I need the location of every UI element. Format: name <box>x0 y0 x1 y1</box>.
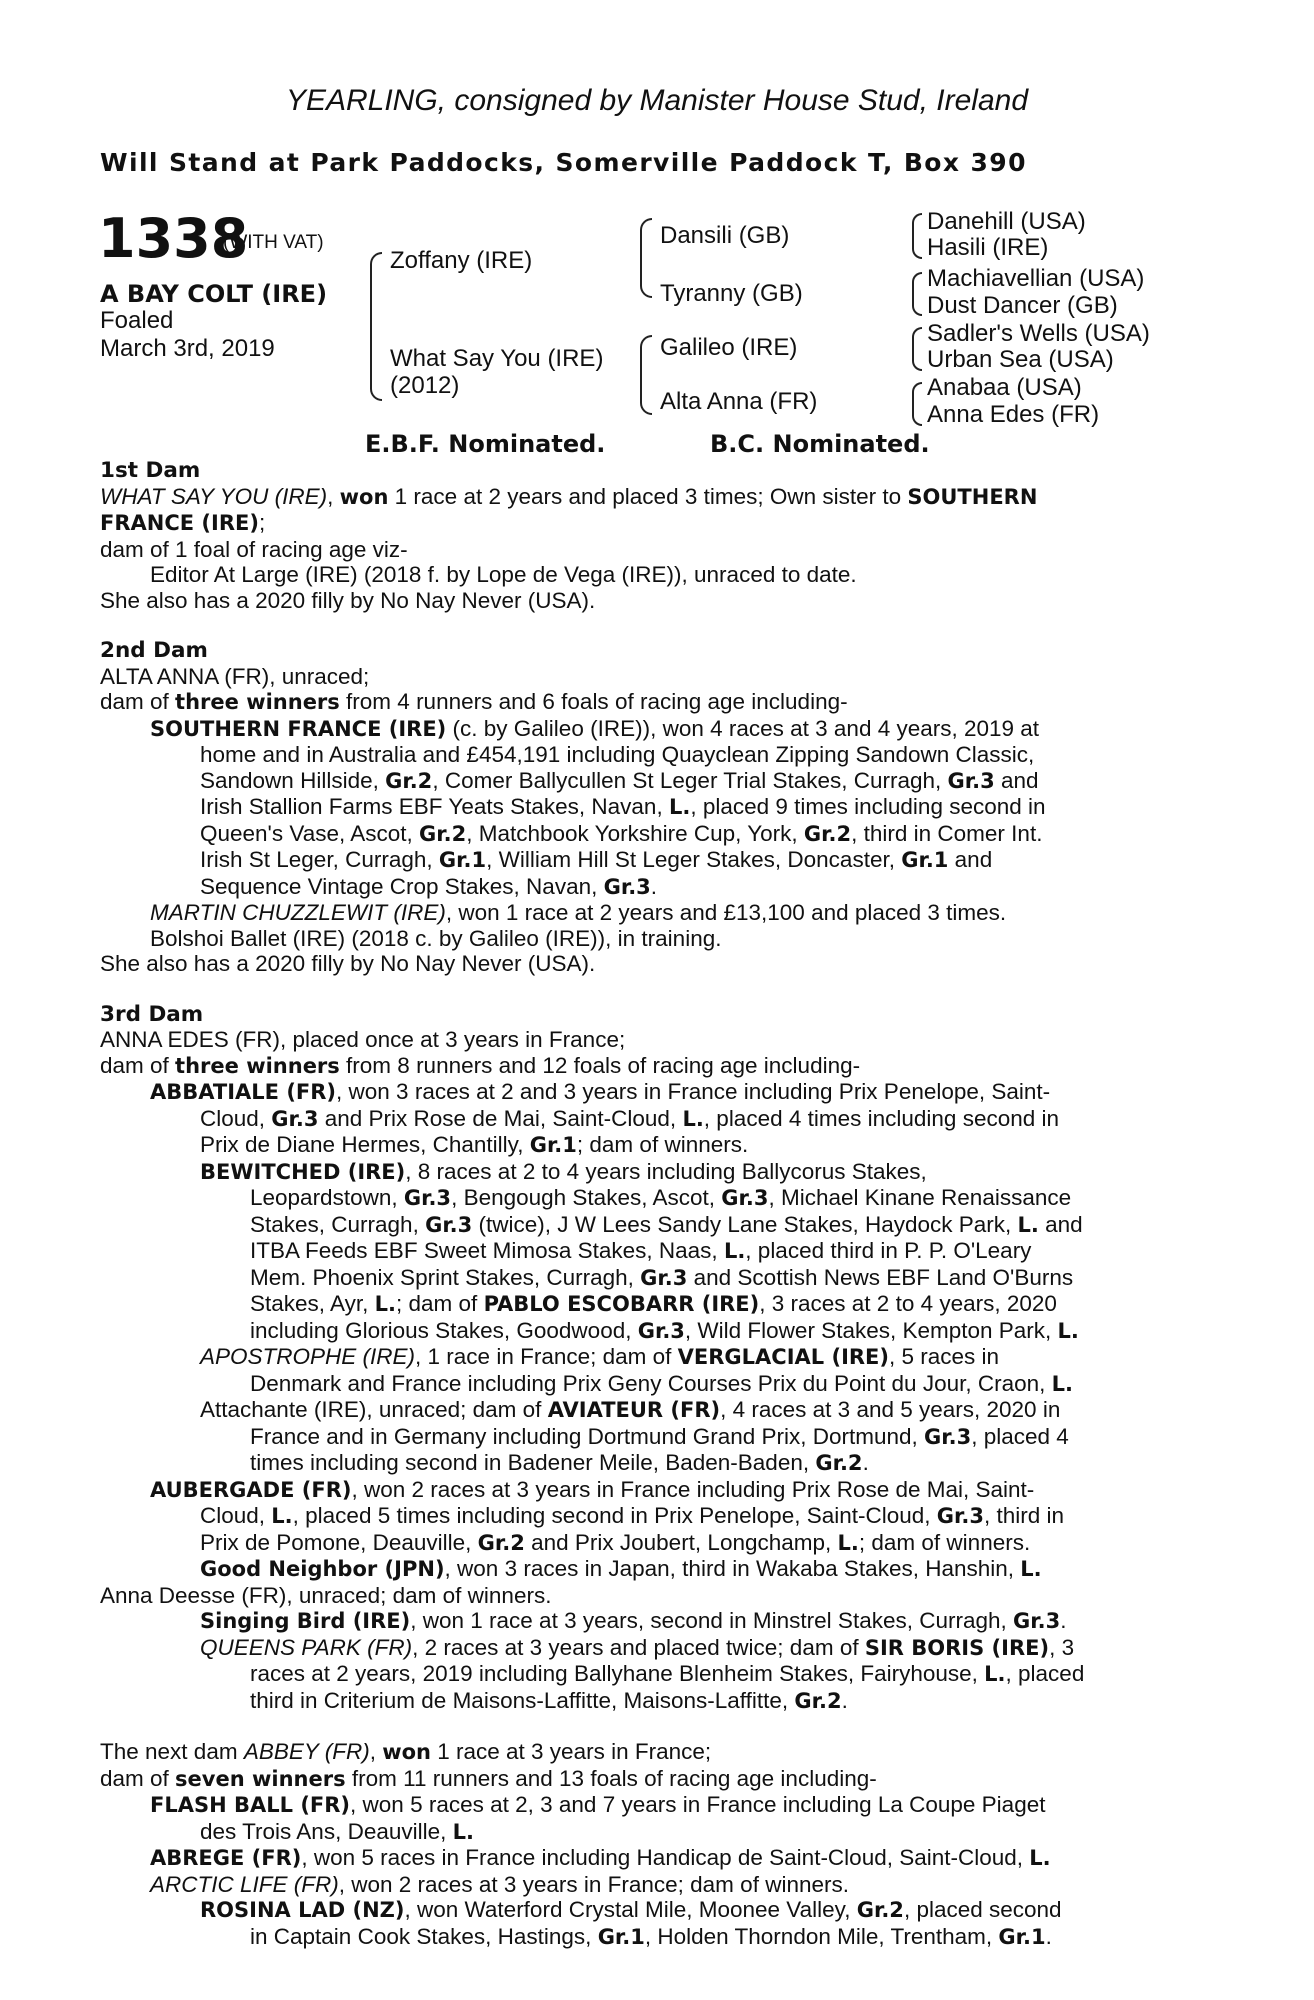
lot-description: A BAY COLT (IRE) <box>100 280 328 308</box>
text: dam of <box>100 1052 176 1078</box>
queens-park-name: QUEENS PARK (FR) <box>200 1634 413 1660</box>
text: home and in Australia and £454,191 including Quayclean Zipping Sandown Classic, <box>200 742 1035 767</box>
verglacial-name: VERGLACIAL (IRE) <box>677 1345 889 1369</box>
grade: Gr.1 <box>529 1133 577 1157</box>
bolshoi-ballet: Bolshoi Ballet (IRE) (2018 c. by Galileo (IRE)), in training. <box>150 925 722 951</box>
grade: Gr.3 <box>947 768 995 793</box>
grade: Gr.1 <box>998 1924 1046 1949</box>
sister-name-2: FRANCE (IRE) <box>100 511 259 535</box>
grade: Gr.1 <box>438 848 487 872</box>
grade: Gr.2 <box>385 768 433 793</box>
text: third in Criterium de Maisons-Laffitte, Maisons-Laffitte, <box>250 1687 795 1713</box>
pedigree-g3: Machiavellian (USA) <box>927 265 1145 292</box>
pablo-escobarr-name: PABLO ESCOBARR (IRE) <box>483 1292 760 1316</box>
grade: Gr.2 <box>419 821 467 846</box>
won-label: won <box>339 484 389 509</box>
anna-deesse: Anna Deesse (FR), unraced; dam of winners. <box>100 1582 552 1608</box>
sire-parents-bracket <box>640 218 652 298</box>
winners-count: three winners <box>175 1053 340 1078</box>
text: Mem. Phoenix Sprint Stakes, Curragh, <box>250 1264 641 1290</box>
text: Stakes, Ayr, <box>250 1291 375 1316</box>
g2-bracket <box>912 272 922 316</box>
pedigree-dam-year: (2012) <box>390 372 460 399</box>
text: , William Hill St Leger Stakes, Doncaster, <box>486 847 902 872</box>
text: , Wild Flower Stakes, Kempton Park, <box>684 1317 1058 1343</box>
grade: Gr.3 <box>425 1212 473 1237</box>
text: , placed 9 times including second in <box>690 794 1046 819</box>
pedigree-dam: What Say You (IRE) <box>390 345 604 372</box>
grade: L. <box>374 1292 397 1316</box>
text: , third in <box>983 1503 1065 1528</box>
text: and Prix Rose de Mai, Saint-Cloud, <box>318 1105 683 1131</box>
bewitched-name: BEWITCHED (IRE) <box>200 1159 406 1184</box>
singing-bird-name: Singing Bird (IRE) <box>200 1609 411 1633</box>
text: , won Waterford Crystal Mile, Moonee Valley, <box>404 1897 857 1922</box>
second-dam-heading: 2nd Dam <box>100 638 208 663</box>
text: . <box>841 1687 848 1713</box>
text: , 2 races at 3 years and placed twice; dam of <box>412 1634 865 1660</box>
text: . <box>862 1450 869 1475</box>
martin-chuzzlewit-name: MARTIN CHUZZLEWIT (IRE) <box>150 900 446 925</box>
text: Denmark and France including Prix Geny Courses Prix du Point du Jour, Craon, <box>250 1370 1052 1396</box>
sire-dam-bracket <box>370 252 382 401</box>
first-dam-foal-1: Editor At Large (IRE) (2018 f. by Lope de Vega (IRE)), unraced to date. <box>150 562 857 587</box>
text: , 4 races at 3 and 5 years, 2020 in <box>720 1397 1061 1422</box>
text: , won 3 races in Japan, third in Wakaba Stakes, Hanshin, <box>444 1556 1021 1581</box>
text: , won 5 races at 2, 3 and 7 years in France including La Coupe Piaget <box>350 1792 1046 1817</box>
sir-boris-name: SIR BORIS (IRE) <box>864 1635 1050 1660</box>
apostrophe-name: APOSTROPHE (IRE) <box>200 1344 416 1369</box>
text: , Matchbook Yorkshire Cup, York, <box>466 820 804 846</box>
grade: Gr.3 <box>924 1424 972 1449</box>
text: , won 3 races at 2 and 3 years in France including Prix Penelope, Saint- <box>336 1079 1051 1104</box>
text: , won 2 races at 3 years in France; dam of winners. <box>338 1871 849 1897</box>
text: dam of <box>100 1765 176 1791</box>
text: including Glorious Stakes, Goodwood, <box>250 1317 638 1343</box>
foaled-label: Foaled <box>100 307 174 334</box>
text: . <box>1045 1923 1052 1949</box>
text: ; dam of winners. <box>858 1529 1031 1555</box>
text: dam of <box>100 689 176 714</box>
text: ITBA Feeds EBF Sweet Mimosa Stakes, Naas, <box>250 1238 724 1263</box>
text: , placed 5 times including second in Prix Penelope, Saint-Cloud, <box>292 1503 937 1528</box>
good-neighbor-name: Good Neighbor (JPN) <box>200 1557 445 1581</box>
grade: Gr.3 <box>271 1106 319 1131</box>
grade: L. <box>723 1239 746 1263</box>
arctic-life-name: ARCTIC LIFE (FR) <box>150 1871 339 1897</box>
text: (twice), J W Lees Sandy Lane Stakes, Haydock Park, <box>472 1211 1018 1237</box>
text: and Prix Joubert, Longchamp, <box>524 1529 838 1555</box>
grade: Gr.3 <box>936 1504 984 1528</box>
text: (c. by Galileo (IRE)), won 4 races at 3 and 4 years, 2019 at <box>446 715 1040 741</box>
pedigree-sire-sire: Dansili (GB) <box>660 222 790 249</box>
text: and <box>1038 1211 1083 1237</box>
text: , 8 races at 2 to 4 years including Ballycorus Stakes, <box>405 1158 927 1184</box>
grade: Gr.3 <box>603 874 651 899</box>
text: , 3 races at 2 to 4 years, 2020 <box>759 1291 1057 1316</box>
text: Prix de Pomone, Deauville, <box>200 1529 478 1555</box>
third-dam-heading: 3rd Dam <box>100 1001 204 1027</box>
grade: Gr.2 <box>815 1451 863 1475</box>
first-dam-also: She also has a 2020 filly by No Nay Never (USA). <box>100 587 596 613</box>
grade: L. <box>1020 1557 1042 1581</box>
text: , won 5 races in France including Handicap de Saint-Cloud, Saint-Cloud, <box>301 1845 1030 1870</box>
text: Leopardstown, <box>250 1185 404 1210</box>
grade: L. <box>837 1530 859 1555</box>
text: , won 1 race at 2 years and £13,100 and placed 3 times. <box>445 900 1007 925</box>
text: ; dam of winners. <box>576 1132 749 1157</box>
pedigree-sire: Zoffany (IRE) <box>390 247 533 274</box>
ebf-nomination: E.B.F. Nominated. <box>365 430 606 458</box>
text: France and in Germany including Dortmund Grand Prix, Dortmund, <box>250 1423 925 1449</box>
lot-number: 1338 <box>98 207 249 270</box>
pedigree-g8: Anna Edes (FR) <box>927 401 1100 428</box>
pedigree-g6: Urban Sea (USA) <box>927 346 1114 373</box>
grade: Gr.3 <box>721 1186 769 1210</box>
grade: L. <box>1051 1371 1073 1396</box>
grade: Gr.2 <box>794 1688 842 1713</box>
sister-name: SOUTHERN <box>907 484 1038 509</box>
winners-count: seven winners <box>175 1766 346 1791</box>
grade: L. <box>1029 1846 1051 1870</box>
first-dam-name: WHAT SAY YOU (IRE) <box>100 483 328 509</box>
bc-nomination: B.C. Nominated. <box>710 430 930 458</box>
g1-bracket <box>912 213 922 259</box>
abbey-name: ABBEY (FR) <box>243 1739 370 1764</box>
southern-france-name: SOUTHERN FRANCE (IRE) <box>150 716 447 741</box>
text: ; dam of <box>396 1291 484 1316</box>
pedigree-g4: Dust Dancer (GB) <box>927 292 1118 319</box>
text: , Michael Kinane Renaissance <box>768 1185 1072 1210</box>
text: . <box>1060 1608 1067 1633</box>
abbatiale-name: ABBATIALE (FR) <box>150 1080 337 1104</box>
pedigree-dam-sire: Galileo (IRE) <box>660 334 798 361</box>
text: races at 2 years, 2019 including Ballyhane Blenheim Stakes, Fairyhouse, <box>250 1661 985 1686</box>
first-dam-text: 1 race at 2 years and placed 3 times; Own sister to <box>388 483 908 509</box>
foaled-date: March 3rd, 2019 <box>100 335 275 362</box>
text: in Captain Cook Stakes, Hastings, <box>250 1923 598 1949</box>
text: Sequence Vintage Crop Stakes, Navan, <box>200 873 604 899</box>
text: and Scottish News EBF Land O'Burns <box>687 1264 1074 1290</box>
text: Prix de Diane Hermes, Chantilly, <box>200 1132 530 1157</box>
text: , Holden Thorndon Mile, Trentham, <box>644 1923 999 1949</box>
stand-location: Will Stand at Park Paddocks, Somerville Paddock T, Box 390 <box>100 148 1027 177</box>
text: des Trois Ans, Deauville, <box>200 1818 453 1844</box>
consignor-header: YEARLING, consigned by Manister House Stud, Ireland <box>285 84 1029 117</box>
grade: Gr.2 <box>477 1530 525 1555</box>
flash-ball-name: FLASH BALL (FR) <box>150 1793 351 1817</box>
second-dam-also: She also has a 2020 filly by No Nay Never (USA). <box>100 951 596 976</box>
text: , won 1 race at 3 years, second in Minstrel Stakes, Curragh, <box>410 1608 1014 1633</box>
grade: L. <box>668 795 691 819</box>
first-dam-foals: dam of 1 foal of racing age viz- <box>100 536 408 562</box>
text: Cloud, <box>200 1503 272 1528</box>
grade: L. <box>682 1106 704 1131</box>
text: from 11 runners and 13 foals of racing age including- <box>345 1765 877 1791</box>
text: , 3 <box>1049 1634 1075 1660</box>
text: Sandown Hillside, <box>200 767 386 793</box>
grade: L. <box>1017 1212 1039 1237</box>
text: 1 race at 3 years in France; <box>430 1739 712 1764</box>
pedigree-g1: Danehill (USA) <box>927 208 1086 235</box>
text: and <box>948 847 993 872</box>
text: Irish St Leger, Curragh, <box>200 847 439 872</box>
text: , placed 4 times including second in <box>703 1105 1060 1131</box>
pedigree-g2: Hasili (IRE) <box>927 234 1049 261</box>
g3-bracket <box>912 327 922 371</box>
text: , placed <box>1005 1661 1085 1686</box>
rosina-lad-name: ROSINA LAD (NZ) <box>200 1898 405 1922</box>
grade: L. <box>452 1819 474 1844</box>
grade: L. <box>1057 1318 1079 1343</box>
text: , placed third in P. P. O'Leary <box>745 1238 1032 1263</box>
first-dam-text-2: ; <box>258 510 266 535</box>
text: Cloud, <box>200 1105 272 1131</box>
grade: L. <box>984 1662 1006 1686</box>
produce-record: 1st Dam WHAT SAY YOU (IRE), won 1 race at 2 years and placed 3 times; Own sister to SOUTHERN FRANCE (IRE); dam of 1 foal of racing age viz- Editor At Large (IRE) (2018 f. by Lope de Vega (IRE)), unraced to date. She also has a 2020 filly by No Nay Never (USA). 2nd Dam ALTA ANNA (FR), unraced; dam of three winners from 4 runners and 6 foals of racing age including- SOUTHERN FRANCE (IRE) (c. by Galileo (IRE)), won 4 races at 3 and 4 years, 2019 at home and in Australia and £454,191 including Quayclean Zipping Sandown Classic, Sandown Hillside, Gr.2, Comer Ballycullen St Leger Trial Stakes, Curragh, Gr.3 and Irish Stallion Farms EBF Yeats Stakes, Navan, L., placed 9 times including second in Queen's Vase, Ascot, Gr.2, Matchbook Yorkshire Cup, York, Gr.2, third in Comer Int. Irish St Leger, Curragh, Gr.1, William Hill St Leger Stakes, Doncaster, Gr.1 and Sequence Vintage Crop Stakes, Navan, Gr.3. MARTIN CHUZZLEWIT (IRE), won 1 race at 2 years and £13,100 and placed 3 times. Bolshoi Ballet (IRE) (2018 c. by Galileo (IRE)), in training. She also has a 2020 filly by No Nay Never (USA). 3rd Dam ANNA EDES (FR), placed once at 3 years in France; dam of three winners from 8 runners and 12 foals of racing age including- ABBATIALE (FR), won 3 races at 2 and 3 years in France including Prix Penelope, Saint- Cloud, Gr.3 and Prix Rose de Mai, Saint-Cloud, L., placed 4 times including second in Prix de Diane Hermes, Chantilly, Gr.1; dam of winners. BEWITCHED (IRE), 8 races at 2 to 4 years including Ballycorus Stakes, Leopardstown, Gr.3, Bengough Stakes, Ascot, Gr.3, Michael Kinane Renaissance Stakes, Curragh, Gr.3 (twice), J W Lees Sandy Lane Stakes, Haydock Park, L. and ITBA Feeds EBF Sweet Mimosa Stakes, Naas, L., placed third in P. P. O'Leary Mem. Phoenix Sprint Stakes, Curragh, Gr.3 and Scottish News EBF Land O'Burns Stakes, Ayr, L.; dam of PABLO ESCOBARR (IRE), 3 races at 2 to 4 years, 2020 including Glorious Stakes, Goodwood, Gr.3, Wild Flower Stakes, Kempton Park, L. APOSTROPHE (IRE), 1 race in France; dam of VERGLACIAL (IRE), 5 races in Denmark and France including Prix Geny Courses Prix du Point du Jour, Craon, L. Attachante (IRE), unraced; dam of AVIATEUR (FR), 4 races at 3 and 5 years, 2020 in France and in Germany including Dortmund Grand Prix, Dortmund, Gr.3, placed 4 times including second in Badener Meile, Baden-Baden, Gr.2. AUBERGADE (FR), won 2 races at 3 years in France including Prix Rose de Mai, Saint- Cloud, L., placed 5 times including second in Prix Penelope, Saint-Cloud, Gr.3, third in Prix de Pomone, Deauville, Gr.2 and Prix Joubert, Longchamp, L.; dam of winners. Good Neighbor (JPN), won 3 races in Japan, third in Wakaba Stakes, Hanshin, L. Anna Deesse (FR), unraced; dam of winners. Singing Bird (IRE), won 1 race at 3 years, second in Minstrel Stakes, Curragh, Gr.3. QUEENS PARK (FR), 2 races at 3 years and placed twice; dam of SIR BORIS (IRE), 3 races at 2 years, 2019 including Ballyhane Blenheim Stakes, Fairyhouse, L., placed third in Criterium de Maisons-Laffitte, Maisons-Laffitte, Gr.2. The next dam ABBEY (FR), won 1 race at 3 years in France; dam of seven winners from 11 runners and 13 foals of racing age including- FLASH BALL (FR), won 5 races at 2, 3 and 7 years in France including La Coupe Piaget des Trois Ans, Deauville, L. ABREGE (FR), won 5 races in France including Handicap de Saint-Cloud, Saint-Cloud, L. ARCTIC LIFE (FR), won 2 races at 3 years in France; dam of winners. ROSINA LAD (NZ), won Waterford Crystal Mile, Moonee Valley, Gr.2, placed second in Captain Cook Stakes, Hastings, Gr.1, Holden Thorndon Mile, Trentham, Gr.1. <box>100 458 1210 1950</box>
text: Queen's Vase, Ascot, <box>200 820 420 846</box>
pedigree-sire-dam: Tyranny (GB) <box>660 280 803 307</box>
text: , <box>369 1739 383 1764</box>
text: , third in Comer Int. <box>851 820 1043 846</box>
aviateur-name: AVIATEUR (FR) <box>547 1398 721 1422</box>
text: , 1 race in France; dam of <box>415 1344 678 1369</box>
text: , 5 races in <box>889 1344 1000 1369</box>
pedigree-g7: Anabaa (USA) <box>927 374 1082 401</box>
text: , Comer Ballycullen St Leger Trial Stakes, Curragh, <box>432 767 948 793</box>
text: The next dam <box>100 1739 244 1764</box>
pedigree-g5: Sadler's Wells (USA) <box>927 320 1150 347</box>
g4-bracket <box>912 382 922 426</box>
text: and <box>994 767 1039 793</box>
vat-label: (WITH VAT) <box>223 232 324 253</box>
aubergade-name: AUBERGADE (FR) <box>150 1477 352 1502</box>
won-label: won <box>382 1740 431 1764</box>
grade: L. <box>271 1504 293 1528</box>
grade: Gr.2 <box>803 821 852 846</box>
grade: Gr.3 <box>637 1318 685 1343</box>
dam-parents-bracket <box>640 335 652 415</box>
pedigree-dam-dam: Alta Anna (FR) <box>660 388 818 415</box>
text: Irish Stallion Farms EBF Yeats Stakes, Navan, <box>200 794 669 819</box>
first-dam-heading: 1st Dam <box>100 458 201 483</box>
text: . <box>650 873 658 899</box>
third-dam-name: ANNA EDES (FR), placed once at 3 years in France; <box>100 1027 626 1052</box>
grade: Gr.3 <box>1013 1609 1061 1633</box>
text: from 8 runners and 12 foals of racing age including- <box>339 1052 861 1078</box>
winners-count: three winners <box>175 690 340 714</box>
grade: Gr.3 <box>640 1265 688 1290</box>
grade: Gr.1 <box>597 1924 645 1949</box>
grade: Gr.3 <box>403 1186 452 1210</box>
grade: Gr.1 <box>901 848 949 872</box>
text: , placed 4 <box>971 1423 1069 1449</box>
text: Attachante (IRE), unraced; dam of <box>200 1397 548 1422</box>
text: from 4 runners and 6 foals of racing age including- <box>339 689 848 714</box>
abrege-name: ABREGE (FR) <box>150 1846 302 1870</box>
text: Stakes, Curragh, <box>250 1211 426 1237</box>
grade: Gr.2 <box>856 1898 904 1922</box>
text: , placed second <box>903 1897 1062 1922</box>
second-dam-name: ALTA ANNA (FR), unraced; <box>100 663 370 689</box>
text: times including second in Badener Meile, Baden-Baden, <box>250 1450 816 1475</box>
text: , Bengough Stakes, Ascot, <box>451 1185 722 1210</box>
text: , won 2 races at 3 years in France including Prix Rose de Mai, Saint- <box>351 1476 1035 1502</box>
